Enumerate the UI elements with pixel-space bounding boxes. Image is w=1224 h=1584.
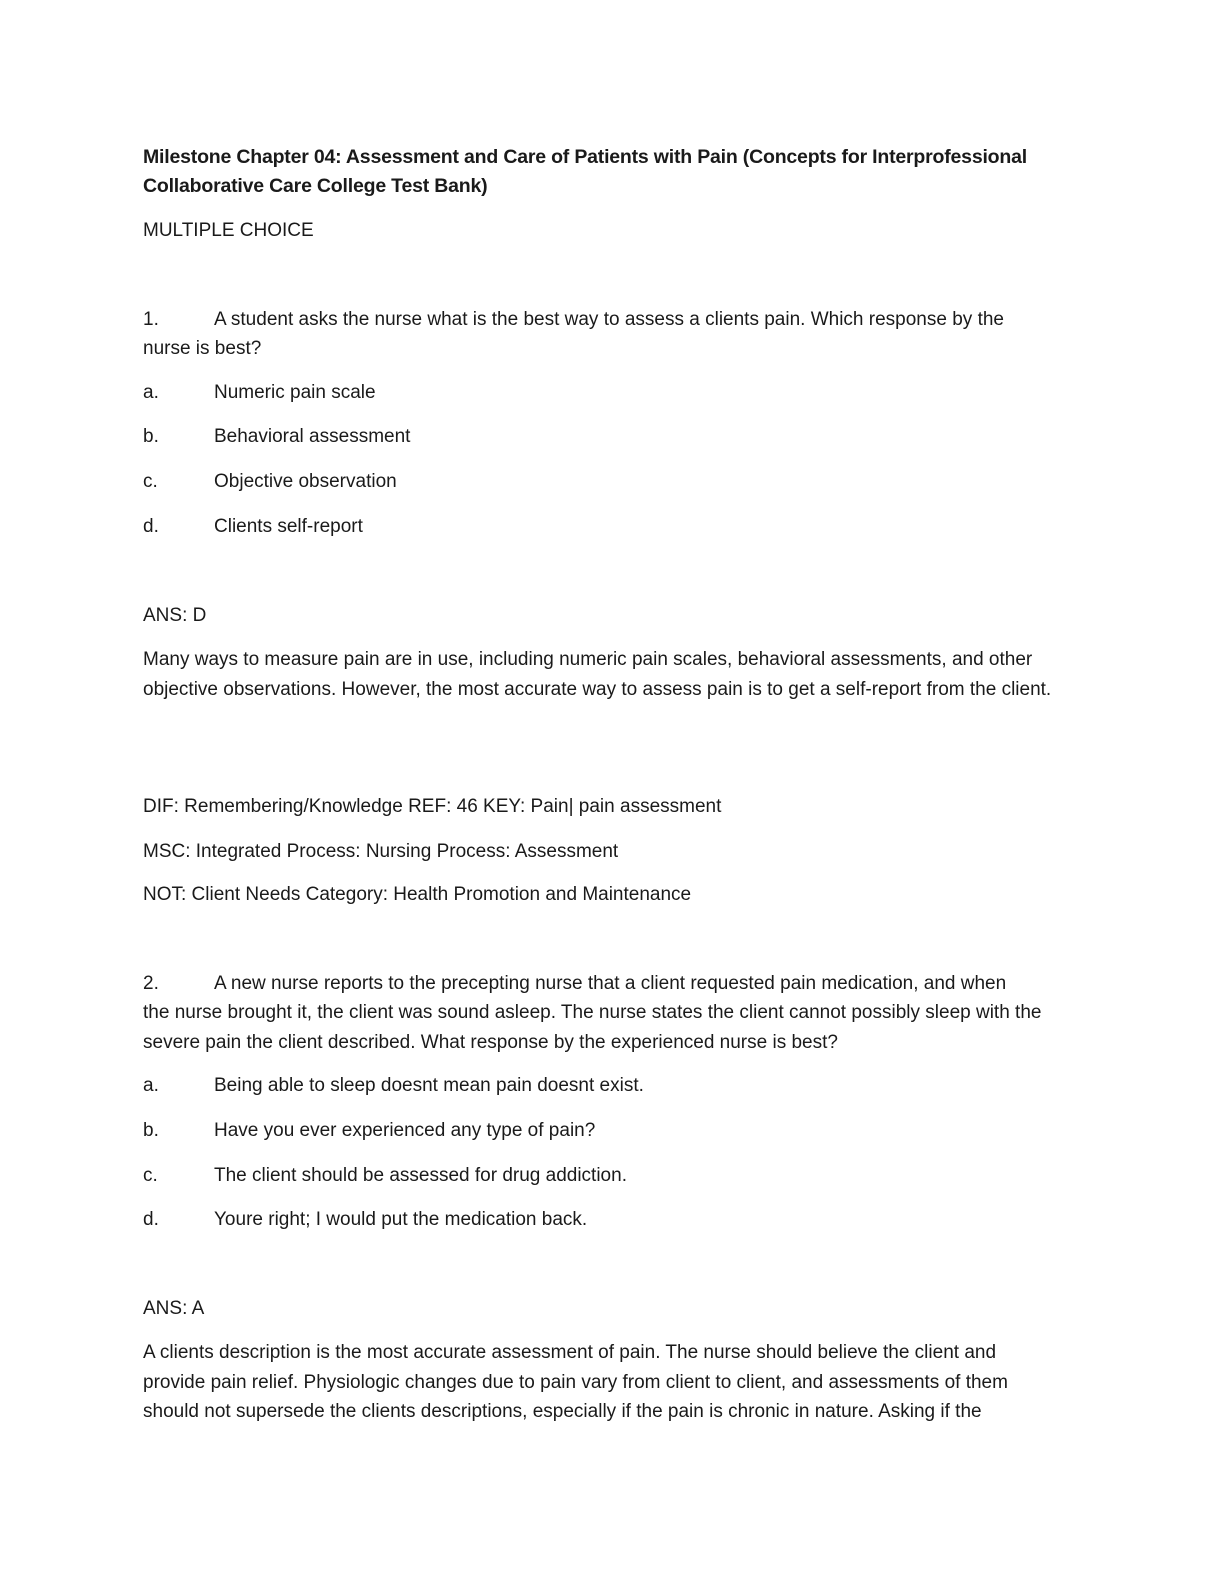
question-1-meta-dif: DIF: Remembering/Knowledge REF: 46 KEY: Pain| pain assessment: [143, 796, 722, 817]
question-2-number: 2.: [143, 973, 159, 994]
option-letter: c.: [143, 1165, 158, 1186]
question-1-option-c: [143, 467, 1083, 497]
question-2-stem-first: A new nurse reports to the precepting nurse that a client requested pain medication, and when: [214, 973, 1007, 994]
option-text: Numeric pain scale: [214, 382, 376, 403]
document-title: Milestone Chapter 04: Assessment and Care of Patients with Pain (Concepts for Interprofessional Collaborative Care College Test Bank): [143, 146, 1027, 197]
option-text: Objective observation: [214, 471, 397, 492]
option-letter: d.: [143, 1209, 159, 1230]
question-1-stem-rest: nurse is best?: [143, 338, 262, 359]
question-1-option-d: [143, 512, 1083, 542]
question-2-option-b: [143, 1116, 1083, 1146]
question-2-option-c: [143, 1161, 1083, 1191]
question-1-rationale: Many ways to measure pain are in use, including numeric pain scales, behavioral assessments, and other objective observations. However, the most accurate way to assess pain is to get a self-report from the client.: [143, 649, 1052, 700]
option-text: Clients self-report: [214, 516, 363, 537]
option-letter: b.: [143, 1120, 159, 1141]
option-text: The client should be assessed for drug addiction.: [214, 1165, 627, 1186]
question-2-stem-rest: the nurse brought it, the client was sound asleep. The nurse states the client cannot possibly sleep with the severe pain the client described. What response by the experienced nurse is best?: [143, 1002, 1042, 1053]
question-2-option-d: [143, 1205, 1083, 1235]
question-2-answer: ANS: A: [143, 1298, 205, 1319]
question-1-stem-line: [143, 305, 1083, 335]
option-text: Behavioral assessment: [214, 426, 411, 447]
option-letter: c.: [143, 471, 158, 492]
question-2-rationale: A clients description is the most accurate assessment of pain. The nurse should believe the client and provide pain relief. Physiologic changes due to pain vary from client to client, and assessments of them should not supersede the clients descriptions, especially if the pain is chronic in nature. Asking if the: [143, 1342, 1008, 1422]
option-text: Youre right; I would put the medication back.: [214, 1209, 588, 1230]
question-2-stem-line: [143, 969, 1083, 999]
question-1-meta-msc: MSC: Integrated Process: Nursing Process: Assessment: [143, 841, 619, 862]
section-heading: MULTIPLE CHOICE: [143, 220, 314, 241]
question-1-stem-first: A student asks the nurse what is the best way to assess a clients pain. Which response by the: [214, 309, 1004, 330]
question-1-meta-not: NOT: Client Needs Category: Health Promotion and Maintenance: [143, 884, 692, 905]
question-1-option-b: [143, 422, 1083, 452]
question-1-number: 1.: [143, 309, 159, 330]
option-text: Have you ever experienced any type of pain?: [214, 1120, 596, 1141]
option-letter: a.: [143, 382, 159, 403]
option-letter: d.: [143, 516, 159, 537]
question-1-option-a: [143, 378, 1083, 408]
question-2-option-a: [143, 1071, 1083, 1101]
option-text: Being able to sleep doesnt mean pain doesnt exist.: [214, 1075, 644, 1096]
question-1-answer: ANS: D: [143, 605, 207, 626]
option-letter: b.: [143, 426, 159, 447]
option-letter: a.: [143, 1075, 159, 1096]
